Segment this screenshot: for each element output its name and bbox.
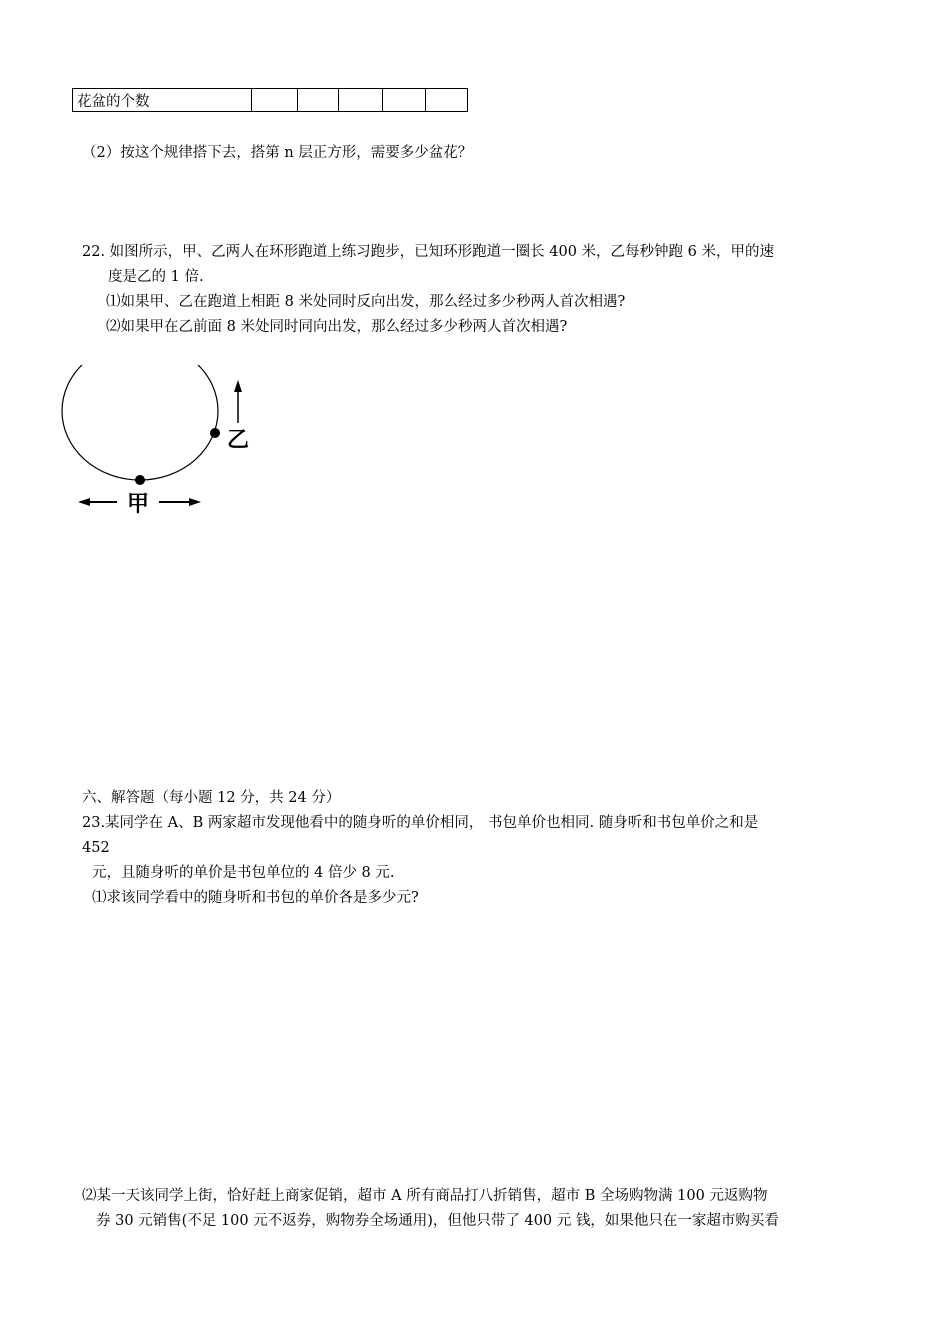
track-ellipse — [62, 365, 218, 480]
jia-arrow-left-head — [78, 498, 90, 506]
table-cell — [383, 89, 426, 112]
yi-label: 乙 — [227, 428, 250, 453]
jia-label: 甲 — [127, 492, 150, 517]
table-cell — [298, 89, 339, 112]
table-cell — [426, 89, 468, 112]
q23-line1: 23.某同学在 A、B 两家超市发现他看中的随身听的单价相同， 书包单价也相同. 随身听和书包单价之和是 — [82, 815, 759, 831]
q23-part2-line2: 券 30 元销售(不足 100 元不返券，购物券全场通用)，但他只带了 400 元 钱，如果他只在一家超市购买看 — [96, 1213, 779, 1229]
running-track-figure — [55, 365, 265, 520]
q22-line2: 度是乙的 1 倍. — [108, 269, 204, 285]
q22-line1: 22. 如图所示，甲、乙两人在环形跑道上练习跑步，已知环形跑道一圈长 400 米，乙每秒钟跑 6 米，甲的速 — [82, 244, 775, 260]
jia-dot — [135, 475, 145, 485]
q21-part2: （2）按这个规律搭下去，搭第 n 层正方形，需要多少盆花？ — [82, 145, 473, 161]
table-row-label: 花盆的个数 — [73, 89, 252, 112]
q22-part1: ⑴如果甲、乙在跑道上相距 8 米处同时反向出发，那么经过多少秒两人首次相遇? — [106, 294, 626, 310]
section6-title: 六、解答题（每小题 12 分，共 24 分） — [82, 790, 341, 806]
flowerpot-count-table — [72, 88, 468, 112]
table-row — [73, 89, 468, 112]
yi-arrow-head — [234, 380, 242, 392]
q23-line3: 元，且随身听的单价是书包单位的 4 倍少 8 元. — [92, 865, 395, 881]
table-cell — [252, 89, 298, 112]
jia-arrow-right-head — [189, 498, 201, 506]
q23-line2: 452 — [82, 840, 110, 856]
q22-part2: ⑵如果甲在乙前面 8 米处同时同向出发，那么经过多少秒两人首次相遇? — [106, 319, 568, 335]
q23-part2-line1: ⑵某一天该同学上街，恰好赶上商家促销，超市 A 所有商品打八折销售，超市 B 全场购物满 100 元返购物 — [82, 1188, 768, 1204]
yi-dot — [210, 428, 220, 438]
q23-part1: ⑴求该同学看中的随身听和书包的单价各是多少元? — [92, 890, 419, 906]
table-cell — [339, 89, 383, 112]
